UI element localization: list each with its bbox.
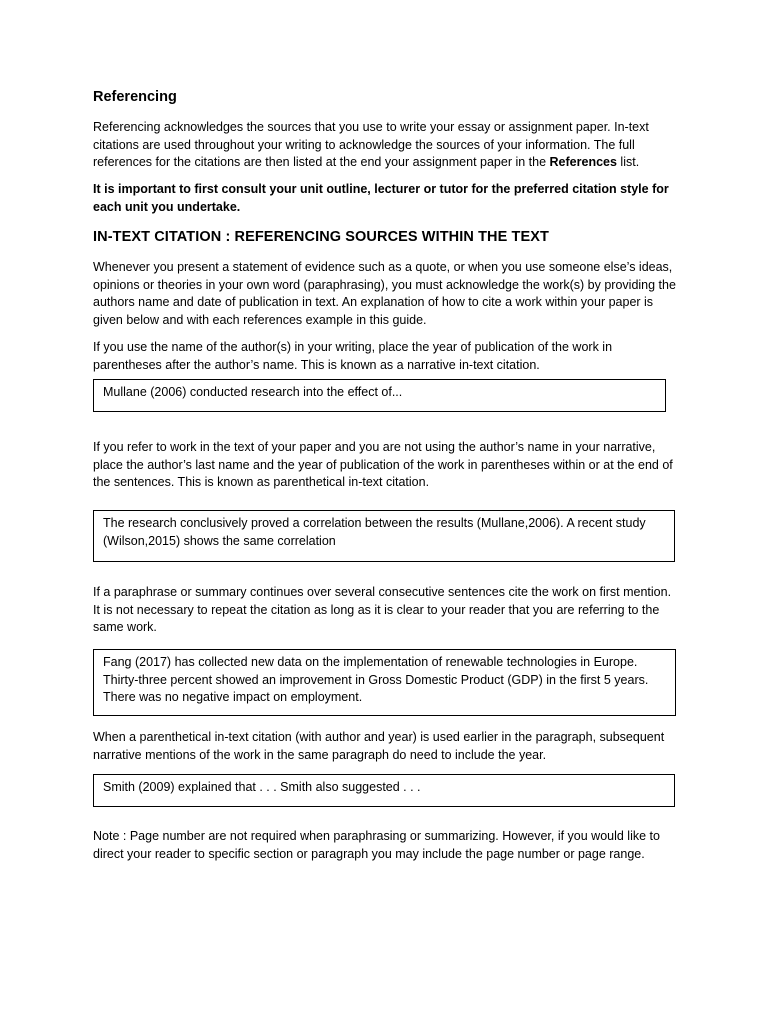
page-title: Referencing bbox=[93, 89, 177, 105]
important-note: It is important to first consult your unit outline, lecturer or tutor for the preferred citation style for each unit you undertake. bbox=[93, 182, 669, 214]
evidence-paragraph: Whenever you present a statement of evidence such as a quote, or when you use someone else’s ideas, opinions or theories in your own word (paraphrasing), you must acknowledge the work(s) by providing the authors name and date of publication in text. An explanation of how to cite a work within your paper is given below and with each references example in this guide. bbox=[93, 260, 676, 327]
subsequent-example-box bbox=[93, 774, 675, 807]
subsequent-example: Smith (2009) explained that . . . Smith also suggested . . . bbox=[103, 780, 421, 794]
intro-text: Referencing acknowledges the sources that you use to write your essay or assignment paper. In-text citations are used throughout your writing to acknowledge the sources of your information. The full references for the citations are then listed at the end your assignment paper in the bbox=[93, 120, 649, 170]
section-heading: IN-TEXT CITATION : REFERENCING SOURCES WITHIN THE TEXT bbox=[93, 229, 549, 245]
parenthetical-paragraph: If you refer to work in the text of your paper and you are not using the author’s name in your narrative, place the author’s last name and the year of publication of the work in parentheses within or at the end of the sentences. This is known as parenthetical in-text citation. bbox=[93, 440, 673, 490]
narrative-example-box bbox=[93, 379, 666, 412]
paraphrase-example: Fang (2017) has collected new data on the implementation of renewable technologies in Europe. Thirty-three percent showed an improvement in Gross Domestic Product (GDP) in the first 5 years. There was no negative impact on employment. bbox=[103, 655, 649, 705]
parenthetical-example-box bbox=[93, 510, 675, 562]
page-number-note: Note : Page number are not required when paraphrasing or summarizing. However, if you would like to direct your reader to specific section or paragraph you may include the page number or page range. bbox=[93, 829, 660, 861]
parenthetical-example: The research conclusively proved a correlation between the results (Mullane,2006). A recent study (Wilson,2015) shows the same correlation bbox=[103, 516, 646, 548]
intro-paragraph bbox=[93, 119, 676, 172]
paraphrase-paragraph: If a paraphrase or summary continues over several consecutive sentences cite the work on first mention. It is not necessary to repeat the citation as long as it is clear to your reader that you are referring to the same work. bbox=[93, 585, 672, 635]
narrative-paragraph: If you use the name of the author(s) in your writing, place the year of publication of the work in parentheses after the author’s name. This is known as a narrative in-text citation. bbox=[93, 340, 613, 372]
narrative-example: Mullane (2006) conducted research into the effect of... bbox=[103, 385, 403, 399]
subsequent-paragraph: When a parenthetical in-text citation (with author and year) is used earlier in the paragraph, subsequent narrative mentions of the work in the same paragraph do need to include the year. bbox=[93, 730, 665, 762]
references-term: References bbox=[549, 155, 617, 170]
intro-text-end: list. bbox=[616, 155, 640, 170]
paraphrase-example-box bbox=[93, 649, 676, 716]
